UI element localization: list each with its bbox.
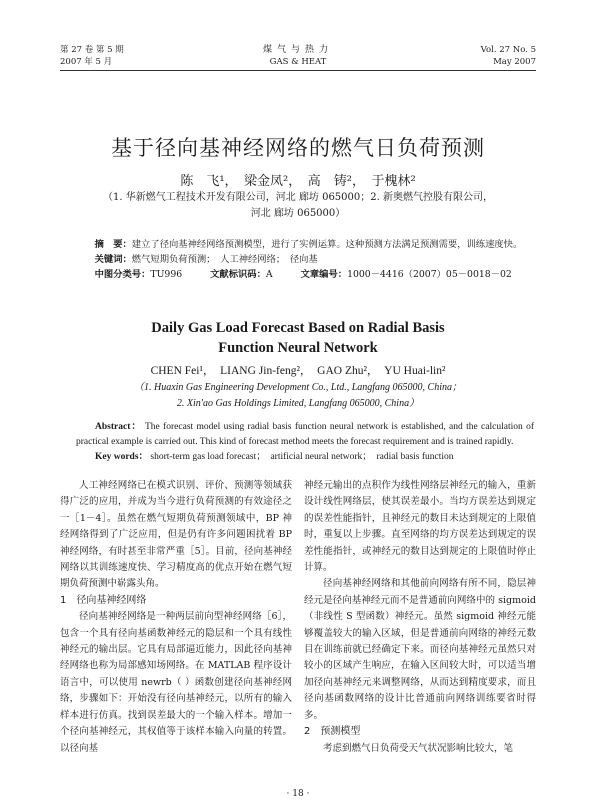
keywords-cn-text: 燃气短期负荷预测； 人工神经网络； 径向基: [131, 254, 318, 265]
journal-date: 2007 年 5 月: [60, 57, 113, 67]
affiliation-cn: （1. 华新燃气工程技术开发有限公司，河北 廊坊 065000；2. 新奥燃气控股有限公司，河北 廊坊 065000）: [103, 192, 493, 219]
keywords-cn: [76, 252, 534, 267]
journal-date-en: May 2007: [493, 57, 536, 67]
classification-line: [76, 267, 534, 282]
doc-code-label: 文献标识码：: [210, 269, 266, 280]
authors-en: CHEN Fei¹， LIANG Jin-feng²， GAO Zhu²， YU Huai-lin²: [150, 365, 446, 377]
article-id-label: 文章编号：: [300, 269, 348, 280]
keywords-en-label: Key words：: [95, 452, 149, 462]
page-number: · 18 ·: [286, 789, 310, 799]
authors-cn: 陈 飞¹， 梁金凤²， 高 铸²， 于槐林²: [180, 174, 416, 189]
continued-paragraph: 神经元输出的点积作为线性网络层神经元的输入，重新设计线性网络层，使其误差最小。当均方误差达到规定的误差性能指针，且神经元的数目未达到规定的上限值时，重复以上步骤。直至网络的均方误差达到规定的误差性能指针，或神经元的数目达到规定的上限值时停止计算。: [304, 480, 536, 574]
abstract-en-label: Abstract：: [95, 422, 142, 432]
journal-name-cn: 煤气与热力: [262, 45, 333, 55]
article-id-value: 1000－4416（2007）05－0018－02: [347, 269, 512, 280]
keywords-en-text: short-term gas load forecast； artificial neural network； radial basis function: [150, 452, 454, 462]
affiliation-en: [100, 380, 496, 412]
body-column-right: [304, 478, 536, 757]
paper-title-cn: 基于径向基神经网络的燃气日负荷预测: [111, 136, 485, 160]
paper-title-en: Daily Gas Load Forecast Based on Radial Basis Function Neural Network: [151, 320, 445, 356]
header-rule: [60, 70, 536, 71]
intro-paragraph: 人工神经网络已在模式识别、评价、预测等领域获得广泛的应用，并成为当今进行负荷预测的有效途径之一［1－4］。虽然在燃气短期负荷预测领域中，BP 神经网络得到了广泛应用，但是仍有许多问题困扰着 BP 神经网络，有时甚至非常严重［5］。目前，径向基神经网络以其训练速度快、学习精度高的优点开始在燃气短期负荷预测中崭露头角。: [60, 480, 292, 590]
section-heading-2: 2 预测模型: [304, 726, 361, 738]
abstract-en: [76, 420, 534, 450]
comparison-paragraph: 径向基神经网络和其他前向网络有所不同，隐层神经元是径向基神经元而不是普通前向网络中的 sigmoid（非线性 S 型函数）神经元。虽然 sigmoid 神经元能够覆盖较大的输入区域，但是普通前向网络的神经元数目在训练前就已经确定下来。而径向基神经元虽然只对较小的区域产生响应，在输入区间较大时，可以适当增加径向基神经元来调整网络，从而达到精度要求，而且径向基函数网络的设计比普通前向网络训练要省时得多。: [304, 578, 536, 721]
clc-label: 中图分类号：: [94, 269, 151, 280]
abstract-en-block: [76, 420, 534, 465]
abstract-cn-label: 摘 要：: [94, 239, 132, 250]
running-header: [60, 44, 536, 76]
abstract-cn: [76, 237, 534, 252]
body-column-left: [60, 478, 292, 757]
keywords-cn-label: 关键词：: [94, 254, 132, 265]
abstract-cn-block: [76, 237, 534, 282]
journal-volume: 第 27 卷 第 5 期: [60, 45, 124, 55]
section-heading-1: 1 径向基神经网络: [60, 594, 147, 606]
doc-code-value: A: [265, 269, 273, 280]
keywords-en: [76, 450, 534, 465]
header-right: [481, 44, 536, 68]
affiliation-en-line2: 2. Xin'ao Gas Holdings Limited, Langfang 065000, China）: [176, 398, 420, 409]
header-center: [60, 44, 536, 68]
section1-paragraph: 径向基神经网络是一种两层前向型神经网络［6］，包含一个具有径向基函数神经元的隐层和一个具有线性神经元的输出层。它具有局部逼近能力，因此径向基神经网络也称为局部感知场网络。在 MATLAB 程序设计语言中，可以使用 newrb（ ）函数创建径向基神经网络，步骤如下：开始没有径向基神经元，以所有的输入样本进行仿真。找到误差最大的一个输入样本。增加一个径向基神经元，其权值等于该样本输入向量的转置。以径向基: [60, 611, 292, 754]
clc-value: TU996: [150, 269, 183, 280]
affiliation-en-line1: （1. Huaxin Gas Engineering Development Co., Ltd., Langfang 065000, China；: [133, 382, 463, 393]
section2-paragraph: 考虑到燃气日负荷受天气状况影响比较大，笔: [323, 742, 514, 754]
abstract-cn-text: 建立了径向基神经网络预测模型，进行了实例运算。这种预测方法满足预测需要，训练速度快。: [131, 239, 523, 250]
abstract-en-text: The forecast model using radial basis function neural network is established, and the calculation of practical example is carried out. This kind of forecast method meets the forecast requirement and is trained rapidly.: [76, 422, 534, 447]
journal-volume-en: Vol. 27 No. 5: [480, 45, 536, 55]
journal-name-en: GAS & HEAT: [269, 57, 327, 67]
